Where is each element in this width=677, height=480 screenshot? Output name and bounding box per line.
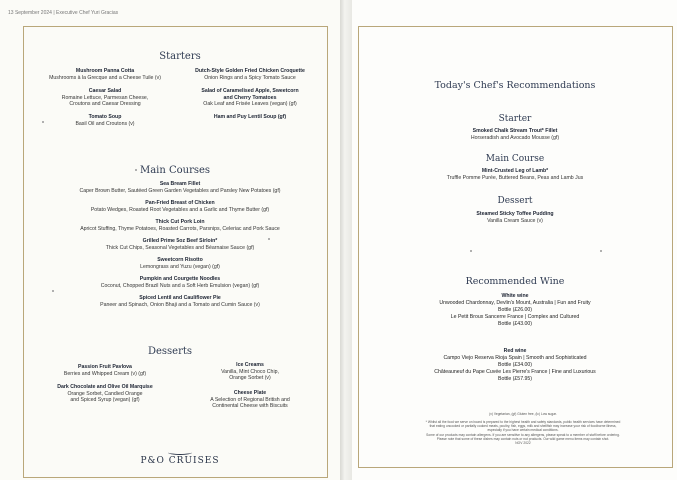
dish-name: Spiced Lentil and Cauliflower Pie bbox=[139, 295, 221, 301]
main-courses-heading: Main Courses bbox=[139, 165, 211, 176]
wine-price: Bottle (£57.95) bbox=[497, 376, 533, 382]
dish-description: and Spiced Syrup (vegan) (gf) bbox=[70, 397, 140, 404]
menu-item bbox=[40, 88, 170, 108]
dish-description: Oak Leaf and Frisée Leaves (vegan) (gf) bbox=[203, 101, 297, 108]
dish-name: Ham and Puy Lentil Soup (gf) bbox=[213, 114, 287, 120]
fine-print bbox=[416, 420, 630, 445]
decorative-dot bbox=[42, 121, 44, 123]
main-course-heading: Main Course bbox=[485, 154, 545, 164]
menu-item bbox=[40, 257, 320, 270]
dish-description: Orange Sorbet (v) bbox=[229, 375, 271, 382]
menu-item bbox=[40, 238, 320, 251]
red-wine-heading: Red wine bbox=[503, 348, 527, 354]
fine-print-line: Please note that some of these dishes may contain nuts or nut products. Our wild game menu items may contain shot. bbox=[436, 436, 610, 441]
dish-name: Cheese Plate bbox=[233, 390, 267, 396]
dish-name: Passion Fruit Pavlova bbox=[78, 364, 132, 370]
dish-description: Orange Sorbet, Candied Orange bbox=[67, 390, 143, 397]
menu-item bbox=[40, 276, 320, 289]
dish-description: Coconut, Chopped Brazil Nuts and a Soft Herb Emulsion (vegan) (gf) bbox=[100, 282, 260, 289]
menu-item bbox=[40, 200, 320, 213]
wine-line: Le Petit Broux Sancerre France | Complex and Cultured bbox=[450, 314, 580, 320]
dish-name: Sea Bream Fillet bbox=[159, 181, 201, 187]
decorative-dot bbox=[135, 169, 137, 171]
dish-description: Vanilla Cream Sauce (v) bbox=[487, 217, 543, 224]
dish-name: Smoked Chalk Stream Trout* Fillet bbox=[472, 128, 558, 134]
decorative-dot bbox=[470, 250, 472, 252]
menu-item bbox=[40, 219, 320, 232]
recommendations-title: Today's Chef's Recommendations bbox=[434, 80, 596, 91]
menu-item bbox=[180, 362, 320, 382]
menu-header bbox=[8, 10, 118, 16]
dish-name: Steamed Sticky Toffee Pudding bbox=[476, 211, 554, 217]
page-gutter bbox=[340, 0, 352, 480]
dish-name: Pumpkin and Courgette Noodles bbox=[139, 276, 221, 282]
dish-description: Truffle Pomme Purée, Buttered Beans, Peas and Lamb Jus bbox=[446, 174, 584, 181]
dish-name: Caesar Salad bbox=[88, 88, 122, 94]
dish-name: Dutch-Style Golden Fried Chicken Croquette bbox=[195, 68, 305, 74]
dish-name: Dark Chocolate and Olive Oil Marquise bbox=[57, 384, 153, 390]
menu-item bbox=[40, 114, 170, 127]
dish-name: Pan-Fried Breast of Chicken bbox=[145, 200, 215, 206]
dish-description: A Selection of Regional British and bbox=[210, 396, 290, 403]
dish-name: Tomato Soup bbox=[88, 114, 122, 120]
dish-description: Croutons and Caesar Dressing bbox=[69, 101, 141, 108]
white-wine-section bbox=[405, 293, 625, 328]
menu-item bbox=[40, 68, 170, 81]
menu-item bbox=[40, 384, 170, 404]
menu-item bbox=[420, 211, 610, 224]
fine-print-line: Some of our products may contain allergens. If you are sensitive to any allergens, please speak to a member of staff before ordering. bbox=[426, 432, 620, 437]
wine-line: Campo Viejo Reserva Rioja Spain | Smooth and Sophisticated bbox=[443, 355, 587, 361]
brand-logo bbox=[140, 450, 220, 466]
dish-description: Potato Wedges, Roasted Root Vegetables and a Garlic and Thyme Butter (gf) bbox=[90, 206, 270, 213]
wine-line: Unwooded Chardonnay, Devlin's Mount, Australia | Fun and Fruity bbox=[439, 300, 591, 306]
recommended-wine-heading: Recommended Wine bbox=[465, 276, 565, 287]
dish-description: Basil Oil and Croutons (v) bbox=[75, 120, 135, 127]
menu-item bbox=[180, 114, 320, 121]
menu-item bbox=[180, 390, 320, 410]
menu-item bbox=[420, 128, 610, 141]
executive-chef: Executive Chef Yuri Gracias bbox=[56, 10, 119, 16]
brand-logo-text: P&O CRUISES bbox=[140, 456, 220, 466]
wine-line: Châteauneuf du Pape Cuvée Les Pierre's France | Fine and Luxurious bbox=[434, 369, 596, 375]
menu-item bbox=[40, 295, 320, 308]
dish-description: Vanilla, Mint Choco Chip, bbox=[221, 368, 279, 375]
dish-name: Sweetcorn Risotto bbox=[157, 257, 203, 263]
dietary-legend: (v) Vegetarian, (gf) Gluten free, (lc) Low sugar. bbox=[489, 412, 557, 416]
decorative-dot bbox=[268, 238, 270, 240]
dish-description: Apricot Stuffing, Thyme Potatoes, Roasted Carrots, Parsnips, Celeriac and Pork Sauce bbox=[80, 225, 280, 232]
dish-description: Caper Brown Butter, Sautéed Green Garden Vegetables and Parsley New Potatoes (gf) bbox=[79, 187, 281, 194]
fine-print-line: NOV 2022 bbox=[515, 441, 531, 446]
logo-flag-icon bbox=[168, 450, 192, 455]
dish-description: Mushrooms à la Grecque and a Cheese Tuile (v) bbox=[49, 74, 161, 81]
menu-item bbox=[410, 168, 620, 181]
dish-description: Horseradish and Avocado Mousse (gf) bbox=[470, 134, 560, 141]
right-border-frame bbox=[358, 26, 673, 468]
dish-description: Lemongrass and Yuzu (vegan) (gf) bbox=[140, 263, 220, 270]
fine-print-line: * Whilst all the food we serve on board is prepared to the highest health and safety standards, public health services have determined bbox=[425, 420, 621, 424]
menu-item bbox=[40, 364, 170, 377]
dish-description: Continental Cheese with Biscuits bbox=[212, 403, 288, 410]
menu-item bbox=[180, 88, 320, 108]
dish-description: Onion Rings and a Spicy Tomato Sauce bbox=[204, 74, 296, 81]
menu-item bbox=[40, 181, 320, 194]
header-separator: | bbox=[53, 10, 55, 16]
dish-name: Grilled Prime 5oz Beef Sirloin* bbox=[142, 238, 218, 244]
red-wine-section bbox=[405, 348, 625, 383]
fine-print-line: that eating uncooked or partially cooked meats, poultry, fish, eggs, milk and shellfish may increase your risk of foodborne illness, bbox=[429, 424, 617, 429]
dish-description: Romaine Lettuce, Parmesan Cheese, bbox=[61, 94, 149, 101]
dessert-heading: Dessert bbox=[497, 196, 533, 206]
dish-name: Mint-Crusted Leg of Lamb* bbox=[481, 168, 549, 174]
menu-item bbox=[180, 68, 320, 81]
dish-name: Salad of Caramelised Apple, Sweetcorn bbox=[201, 88, 299, 94]
decorative-dot bbox=[52, 290, 54, 292]
white-wine-heading: White wine bbox=[501, 293, 529, 299]
wine-price: Bottle (£34.00) bbox=[497, 362, 533, 368]
dish-name: and Cherry Tomatoes bbox=[223, 94, 277, 101]
menu-date: 13 September 2024 bbox=[8, 10, 52, 16]
starter-heading: Starter bbox=[498, 114, 532, 124]
dish-description: Thick Cut Chips, Seasonal Vegetables and Béarnaise Sauce (gf) bbox=[105, 244, 255, 251]
desserts-heading: Desserts bbox=[147, 346, 193, 357]
dish-name: Mushroom Panna Cotta bbox=[75, 68, 135, 74]
wine-price: Bottle (£26.00) bbox=[497, 307, 533, 313]
dish-name: Ice Creams bbox=[236, 362, 264, 368]
dish-name: Thick Cut Pork Loin bbox=[155, 219, 205, 225]
dish-description: Berries and Whipped Cream (v) (gf) bbox=[63, 370, 147, 377]
starters-heading: Starters bbox=[159, 51, 201, 62]
wine-price: Bottle (£43.00) bbox=[497, 321, 533, 327]
decorative-dot bbox=[600, 250, 602, 252]
fine-print-line: especially if you have certain medical conditions. bbox=[487, 428, 559, 433]
dish-description: Paneer and Spinach, Onion Bhaji and a Tomato and Cumin Sauce (v) bbox=[100, 301, 260, 308]
